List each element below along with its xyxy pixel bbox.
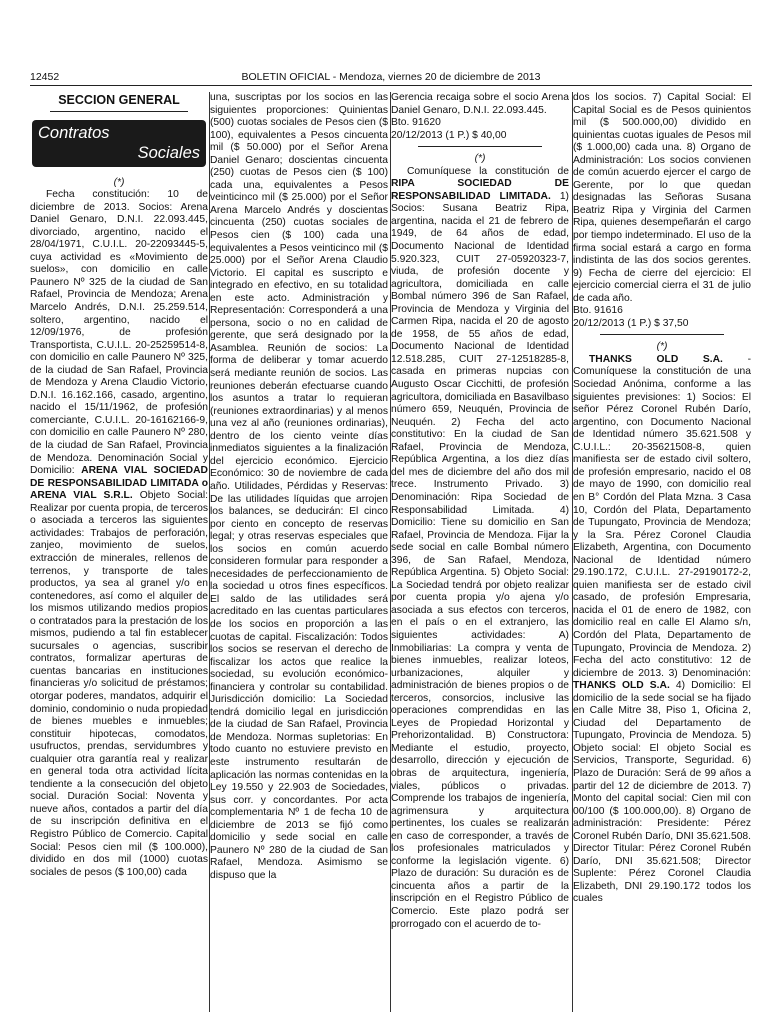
notice-body: dos los socios. 7) Capital Social: El Capital Social es de Pesos quinientos mil ($ 500.000,00) dividido en quinientas cuotas iguales de Pesos mil ($ 1.000,00) cada una. 8) Organo de Administración: Los socios convienen de común acuerdo ejercer el cargo de Gerente, por lo que quedan designadas las Señoras Susana Beatriz Ripa y Virginia del Carmen Ripa, quienes desempeñarán el cargo por tiempo indeterminado. El uso de la firma social estará a cargo en forma indistinta de las dos socios gerentes. 9) Fecha de cierre del ejercicio: El ejercicio comercial cierra el 31 de julio de cada año.: [573, 92, 751, 304]
company-name: THANKS OLD S.A.: [573, 680, 670, 692]
section-heading: SECCION GENERAL: [58, 93, 180, 107]
banner-line-2: Sociales: [137, 143, 200, 162]
section-rule: [50, 111, 188, 112]
notice-text: 1) Socios: Susana Beatriz Ripa, argentina, nacida el 21 de febrero de 1949, de 64 años de edad, Documento Nacional de Identidad 5.920.323, CUIT 27-05920323-7, viuda, de profesión docente y agricultora, domiciliada en calle Bombal número 396 de San Rafael, Provincia de Mendoza y Virginia del Carmen Ripa, nacida el 20 de agosto de 1958, de 55 años de edad, Documento Nacional de Identidad 12.518.285, CUIT 27-12518285-8, casada en primeras nupcias con Augusto Oscar Cicchitti, de profesión agricultora, domiciliada en Basavilbaso número 659, Neuquén, Provincia de Neuquén. 2) Fecha del acto constitutivo: En la ciudad de San Rafael, Provincia de Mendoza, República Argentina, a los diez días del mes de diciembre del año dos mil trece. Instrumento Privado. 3) Denominación: Ripa Sociedad de Responsabilidad Limitada. 4) Domicilio: Tiene su domicilio en San Rafael, Provincia de Mendoza. Fijar la sede social en calle Bombal número 396, de San Rafael, Mendoza, República Argentina. 5) Objeto Social: La Sociedad tendrá por objeto realizar por cuenta propia y/o ajena y/o asociada a sus efectos con terceros, en el país o en el extranjero, las siguientes actividades: A) Inmobiliarias: La compra y venta de bienes inmuebles, realizar loteos, urbanizaciones, alquiler y administración de bienes propios o de terceros, consorcios, inclusive las operaciones comprendidas en las Leyes de Propiedad Horizontal y Prehorizontalidad. B) Constructora: Mediante el estudio, proyecto, desarrollo, dirección y ejecución de obras de arquitectura, ingeniería, viales, públicos o privadas. Comprende los trabajos de ingeniería, agrimensura y arquitectura pertinentes, los cuales se realizarán en caso de corresponder, a través de los profesionales matriculados y conforme la legislación vigente. 6) Plazo de duración: Su duración es de cincuenta años a partir de la inscripción en el Registro Público de Comercio. Este plazo podrá ser prorrogado con el acuerdo de to-: [391, 190, 569, 930]
notice-marker: (*): [113, 176, 125, 188]
notice-body: [391, 166, 569, 931]
publication-date: 20/12/2013 (1 P.) $ 40,00: [391, 129, 507, 141]
column-3: [391, 92, 569, 1012]
notice-separator: [418, 146, 543, 147]
notice-separator: [600, 334, 725, 335]
notice-body: [573, 354, 751, 906]
company-name: THANKS OLD S.A.: [589, 353, 723, 365]
column-2: [210, 92, 388, 1012]
notice-body: una, suscriptas por los socios en las siguientes proporciones: Quinientas (500) cuotas sociales de Pesos cien ($ 100), equivalentes a Pesos cincuenta mil ($ 50.000) por el Señor Arena Daniel Genaro; doscientas cincuenta (250) cuotas de Pesos cien ($ 100) cada una, equivalentes a Pesos veinticinco mil ($ 25.000) por el Señor Arena Marcelo Andrés y doscientas cincuenta (250) cuotas sociales de Pesos cien ($ 100) cada una equivalentes a Pesos veinticinco mil ($ 25.000) por el Señor Arena Claudio Victorio. El capital es suscripto e integrado en efectivo, en su totalidad en este acto. Administración y Representación: Corresponderá a una persona, socio o no en calidad de gerente, que será designado por la Asamblea. Reunión de socios: La forma de deliberar y tomar acuerdo será mediante reunión de socios. Las reuniones deberán efectuarse cuando los asuntos a tratar lo requieran (reuniones extraordinarias) y al menos una vez al año (reuniones ordinarias), dentro de los ciento veinte días inmediatos siguientes a la finalización del ejercicio económico. Ejercicio Económico: 30 de noviembre de cada año. Utilidades, Pérdidas y Reservas: De las utilidades líquidas que arrojen los balances, se deducirán: El cinco por ciento en concepto de reservas legal; y otras reservas especiales que los socios en común acuerdo consideren formular para responder a necesidades de perfeccionamiento de la sociedad u otros fines específicos. El saldo de las utilidades será acreditado en las cuentas particulares de los socios en proporción a las cuotas de capital. Fiscalización: Todos los socios se reservan el derecho de fiscalizar los actos que realice la sociedad, su evolución económico-financiera y controlar su contabilidad. Jurisdicción domicilio: La Sociedad tendrá domicilio legal en jurisdicción de la ciudad de San Rafael, Provincia de Mendoza. Normas supletorias: En todo cuanto no estuviere previsto en este instrumento resultarán de aplicación las normas contenidas en la Ley 19.550 y 22.903 de Sociedades, sus corr. y concordantes. Por acta complementaria Nº 1 de fecha 10 de diciembre de 2013 se fijó como domicilio y sede social en calle Paunero Nº 280 de la ciudad de San Rafael, Mendoza. Asimismo se dispuso que la: [210, 92, 388, 881]
notice-body: [30, 189, 208, 879]
notice-text: Comuníquese la constitución de: [407, 165, 569, 177]
notice-body: Gerencia recaiga sobre el socio Arena Daniel Genaro, D.N.I. 22.093.445.: [391, 92, 569, 116]
category-banner: [32, 120, 206, 167]
article-columns: [30, 92, 752, 1012]
column-4: [573, 92, 751, 1012]
notice-text: - Comuníquese la constitución de una Sociedad Anónima, conforme a las siguientes previsiones: 1) Socios: El señor Pérez Coronel Rubén Darío, argentino, con Documento Nacional de Identidad número 35.621.508 y C.U.I.L.: 20-35621508-8, quien manifiesta ser de estado civil soltero, de profesión empresario, nacido el 08 de mayo de 1990, con domicilio real en B° Cordón del Plata Mzna. 3 Casa 10, Cordón del Plata, Departamento de Tupungato, Provincia de Mendoza; y la Sra. Pérez Coronel Claudia Elizabeth, Argentina, con Documento Nacional de Identidad número 29.190.172, C.U.I.L. 27-29190172-2, quien manifiesta ser de estado civil casado, de profesión Empresaria, nacida el 01 de enero de 1982, con domicilio real en calle El Alamo s/n, Cordón del Plata, Departamento de Tupungato, Provincia de Mendoza. 2) Fecha del acto constitutivo: 12 de diciembre de 2013. 3) Denominación:: [573, 353, 751, 679]
publication-date: 20/12/2013 (1 P.) $ 37,50: [573, 317, 689, 329]
notice-marker: (*): [474, 153, 486, 165]
notice-marker: (*): [656, 341, 668, 353]
notice-text: Objeto Social: Realizar por cuenta propia, de terceros o asociada a terceros las siguientes actividades: Trabajos de perforación, zanjeo, movimiento de suelos, extracción de minerales, rellenos de terrenos, y transporte de tales productos, ya sea al granel y/o en contenedores, así como el alquiler de los mismos utilizando medios propios o contratados para la prestación de los mismos, pudiendo a tal fin establecer sucursales o agencias, suscribir contratos, formalizar aperturas de cuentas bancarias en instituciones financieras y/o solicitud de préstamos; otorgar poderes, mandatos, adquirir el dominio, condominio o nuda propiedad de bienes muebles e inmuebles; constituir hipotecas, comodatos, usufructos, prendas, servidumbres y cualquier otra garantía real y realizar en general toda otra actividad lícita tendiente a la consecución del objeto social. Duración Social: Noventa y nueve años, contados a partir del día de su inscripción definitiva en el Registro Público de Comercio. Capital Social: Pesos cien mil ($ 100.000), dividido en dos mil (1000) cuotas sociales de pesos ($ 100,00) cada: [30, 490, 208, 878]
notice-text: Fecha constitución: 10 de diciembre de 2013. Socios: Arena Daniel Genaro, D.N.I. 22.093.445, divorciado, argentino, nacido el 28/04/1971, C.U.I.L. 20-22093445-5, cuya actividad es «Movimiento de suelos», con domicilio en calle Paunero Nº 325 de la ciudad de San Rafael, Provincia de Mendoza; Arena Marcelo Andrés, D.N.I. 25.259.514, soltero, argentino, nacido el 12/09/1976, de profesión Transportista, C.U.I.L. 20-25259514-8, con domicilio en calle Paunero Nº 325, de la ciudad de San Rafael, Provincia de Mendoza y Arena Claudio Victorio, D.N.I. 16.162.166, casado, argentino, nacido el 15/11/1962, de profesión comerciante, C.U.I.L. 20-16162166-9, con domicilio en calle Paunero Nº 280, de la ciudad de San Rafael, Provincia de Mendoza. Denominación Social y Domicilio:: [30, 189, 208, 477]
company-name: ARENA VIAL SOCIEDAD DE RESPONSABILIDAD LIMITADA o ARENA VIAL S.R.L.: [30, 465, 208, 502]
banner-line-1: Contratos: [38, 123, 110, 142]
bulletin-number: Bto. 91620: [391, 117, 441, 129]
notice-text: 4) Domicilio: El domicilio de la sede social se ha fijado en Calle Mitre 38, Piso 1, Oficina 2, Ciudad del Departamento de Tupungato, Provincia de Mendoza. 5) Objeto social: El objeto Social es Servicios, Transporte, Seguridad. 6) Plazo de Duración: Será de 99 años a partir del 12 de diciembre de 2013. 7) Monto del capital social: Cien mil con 00/100 ($ 100.000,00). 8) Organo de administración: Presidente: Pérez Coronel Rubén Darío, DNI 35.621.508. Director Titular: Pérez Coronel Rubén Darío, DNI 35.621.508; Director Suplente: Pérez Coronel Claudia Elizabeth, DNI 29.190.172 todos los cuales: [573, 680, 751, 905]
page-header: [30, 71, 752, 86]
page-number: 12452: [30, 71, 60, 83]
bulletin-number: Bto. 91616: [573, 305, 623, 317]
column-1: [30, 92, 208, 1012]
company-name: RIPA SOCIEDAD DE RESPONSABILIDAD LIMITADA.: [391, 178, 569, 202]
publication-title: BOLETIN OFICIAL - Mendoza, viernes 20 de diciembre de 2013: [241, 71, 541, 83]
